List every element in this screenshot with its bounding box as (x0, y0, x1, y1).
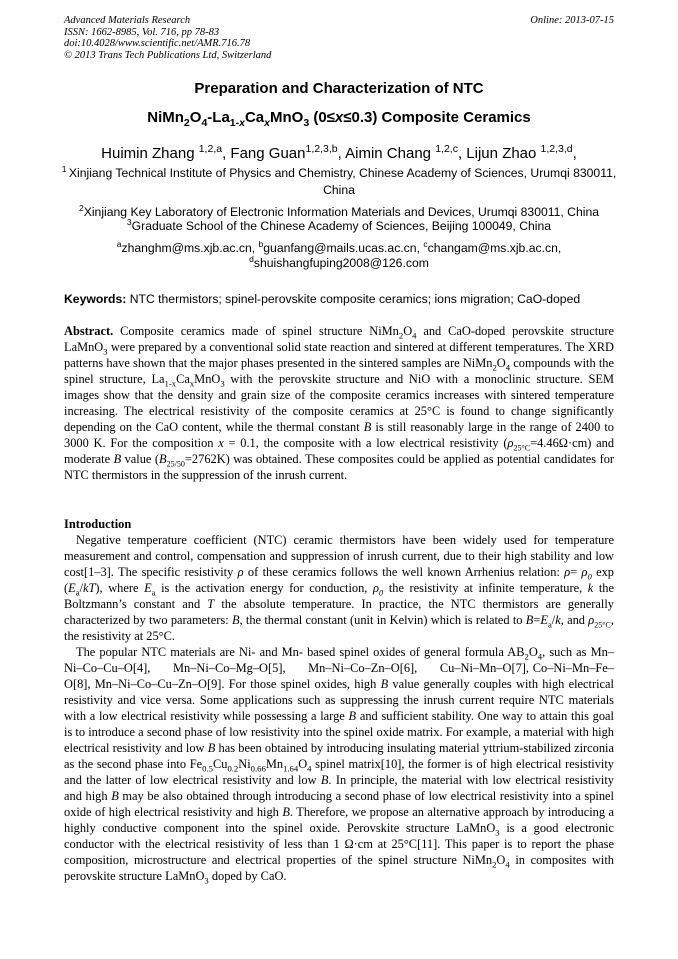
issn: ISSN: 1662-8985, Vol. 716, pp 78-83 (64, 26, 220, 38)
journal-name: Advanced Materials Research (64, 15, 191, 26)
author-name: Lijun Zhao (466, 145, 537, 162)
affiliation-text: Graduate School of the Chinese Academy of Sciences, Beijing 100049, China (131, 218, 552, 233)
email-link[interactable]: guanfang@mails.ucas.ac.cn (263, 241, 417, 255)
email-link[interactable]: shuishangfuping2008@126.com (253, 255, 429, 270)
abstract: Abstract. Composite ceramics made of spinel structure $NiMn_2O_4$ and CaO-doped perovskite structure LaMnO$_3$ were prepared by a conventional solid state reaction and sintered at different temperatures. The XRD patterns have shown that the major phases presented in the sintered samples are $NiMn_2O_4$ compounds with the spinel structure, $La_{1-x}Ca_xMnO_3$ with the perovskite structure and NiO with a monoclinic structure. SEM images show that the density and grain size of the composite ceramics increases with sintered temperature increasing. The electrical resistivity of the composite ceramics at 25°C is found to change significantly depending on the CaO content, while the thermal constant B is still reasonably large in the range of 2400 to 3000 K. For the composition x = 0.1, the composite with a low electrical resistivity $(\rho_{25^\circ C}=4.46\Omega\cdot cm)$ and moderate B value $(B_{25/50}=2762K)$ was obtained. These composites could be applied as potential candidates for NTC thermistors in the suppression of the inrush current. (64, 324, 615, 482)
email-list: $^a$zhanghm@ms.xjb.ac.cn, $^b$guanfang@mails.ucas.ac.cn, $^c$changam@ms.xjb.ac.cn, $^d$shuishangfuping2008@126.com (116, 238, 562, 270)
journal-header (64, 15, 614, 61)
affiliation-text: Xinjiang Key Laboratory of Electronic Information Materials and Devices, Urumqi 830011, China (83, 205, 600, 219)
title-line-2: $NiMn_2O_4-La_{1-x}Ca_xMnO_3$ (0≤x≤0.3) Composite Ceramics (147, 109, 531, 129)
keywords-label: Keywords: (64, 292, 127, 306)
title-composite-ceramics: Composite Ceramics (381, 109, 531, 126)
affiliation-2-3: $^2$Xinjiang Key Laboratory of Electronic Information Materials and Devices, Urumqi 830011, China $^3$Graduate School of the Chinese Academy of Sciences, Beijing 100049, China (78, 202, 600, 233)
title-line-1: Preparation and Characterization of NTC (194, 80, 484, 97)
affiliation-text: Xinjiang Technical Institute of Physics and Chemistry, Chinese Academy of Sciences, Urumqi 830011, China (68, 166, 617, 197)
author-name: Fang Guan (230, 145, 306, 162)
section-heading: Introduction (64, 517, 132, 531)
doi: doi:10.4028/www.scientific.net/AMR.716.78 (64, 38, 251, 49)
copyright: © 2013 Trans Tech Publications Ltd, Switzerland (64, 49, 272, 61)
author-list: Huimin Zhang $^{1,2,a}$, Fang Guan$^{1,2,3,b}$, Aimin Chang $^{1,2,c}$, Lijun Zhao $^{1,2,3,d}$, (101, 143, 577, 162)
keywords (64, 292, 616, 306)
keywords-text: NTC thermistors; spinel-perovskite composite ceramics; ions migration; CaO-doped (129, 292, 581, 306)
author-name: Aimin Chang (345, 145, 432, 162)
author-name: Huimin Zhang (101, 145, 195, 162)
abstract-label: Abstract. (64, 324, 114, 338)
email-link[interactable]: changam@ms.xjb.ac.cn (427, 241, 558, 255)
online-date: Online: 2013-07-15 (530, 15, 614, 26)
affiliation-1: $^1$ Xinjiang Technical Institute of Physics and Chemistry, Chinese Academy of Sciences, Urumqi 830011, China (61, 163, 617, 197)
introduction-section: Introduction Negative temperature coefficient (NTC) ceramic thermistors have been widely used for temperature measurement and control, compensation and suppression of inrush current, due to their high stability and low cost[1–3]. The specific resistivity ρ of these ceramics follows the well known Arrhenius relation: $\rho= \rho_0$ $\exp (E_a/kT)$, where $E_a$ is the activation energy for conduction, $\rho_0$ the resistivity at infinite temperature, k the Boltzmann’s constant and T the absolute temperature. In practice, the NTC thermistors are generally characterized by two parameters: B, the thermal constant (unit in Kelvin) which is related to $B=E_a/k$, and $\rho_{25^\circ C}$, the resistivity at 25°C. The popular NTC materials are Ni- and Mn- based spinel oxides of general formula $AB_2O_4$, such as Mn–Ni–Co–Cu–O[4], Mn–Ni–Co–Mg–O[5], Mn–Ni–Co–Zn–O[6], Cu–Ni–Mn–O[7], Co–Ni–Mn–Fe–O[8], Mn–Ni–Co–Cu–Zn–O[9]. For those spinel oxides, high B value generally couples with high electrical resistivity and vice versa. Some applications such as suppressing the inrush current require NTC materials with a low electrical resistivity while possessing a large B and sufficient stability. One way to attain this goal is to introduce a second phase of low resistivity into the spinel oxide matrix. For example, a material with high electrical resistivity and low B has been obtained by introducing insulating material yttrium-stabilized zirconia as the second phase into $Fe_{0.5}Cu_{0.2}Ni_{0.66}Mn_{1.64}O_4$ spinel matrix[10], the former is of high electrical resistivity and the latter of low electrical resistivity and low B. In principle, the material with low electrical resistivity and high B may be also obtained through introducing a second phase of low electrical resistivity into a spinel oxide of high electrical resistivity and high B. Therefore, we propose an alternative approach by introducing a highly conductive component into the spinel oxide. Perovskite structure LaMnO$_3$ is a good electronic conductor with the electrical resistivity of less than 1 Ω·cm at 25°C[11]. This paper is to report the phase composition, microstructure and electrical properties of the spinel structure $NiMn_2O_4$ in composites with perovskite structure LaMnO$_3$ doped by CaO. (64, 517, 615, 886)
email-link[interactable]: zhanghm@ms.xjb.ac.cn (121, 241, 252, 255)
